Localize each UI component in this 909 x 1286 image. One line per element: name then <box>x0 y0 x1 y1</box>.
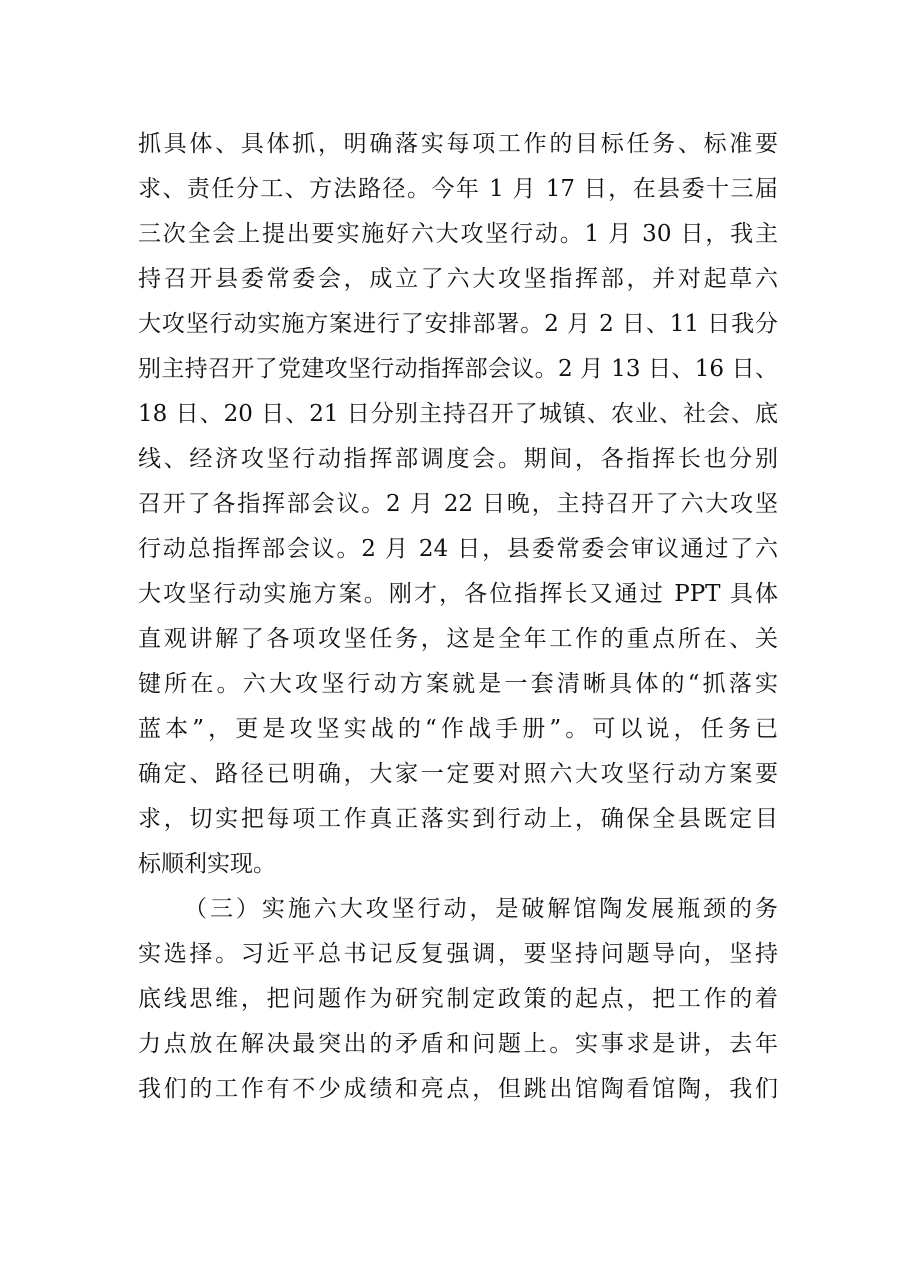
text-line: 线、经济攻坚行动指挥部调度会。期间，各指挥长也分别 <box>138 446 778 472</box>
text-line: 确定、路径已明确，大家一定要对照六大攻坚行动方案要 <box>138 761 778 787</box>
text-line: 求、责任分工、方法路径。今年 1 月 17 日，在县委十三届 <box>138 176 778 202</box>
text-line: 别主持召开了党建攻坚行动指挥部会议。2 月 13 日、16 日、 <box>138 356 778 382</box>
text-line: 标顺利实现。 <box>138 851 276 877</box>
text-line: 键所在。六大攻坚行动方案就是一套清晰具体的“抓落实 <box>138 671 778 697</box>
text-line: 行动总指挥部会议。2 月 24 日，县委常委会审议通过了六 <box>138 536 778 562</box>
text-line: 力点放在解决最突出的矛盾和问题上。实事求是讲，去年 <box>138 1031 778 1057</box>
text-line: 我们的工作有不少成绩和亮点，但跳出馆陶看馆陶，我们 <box>138 1076 778 1102</box>
text-line: 求，切实把每项工作真正落实到行动上，确保全县既定目 <box>138 806 778 832</box>
body-text <box>138 122 778 1112</box>
text-line: 大攻坚行动实施方案。刚才，各位指挥长又通过 PPT 具体 <box>138 581 778 607</box>
text-line: 18 日、20 日、21 日分别主持召开了城镇、农业、社会、底 <box>138 401 778 427</box>
text-line: 实选择。习近平总书记反复强调，要坚持问题导向，坚持 <box>138 941 778 967</box>
text-line: 持召开县委常委会，成立了六大攻坚指挥部，并对起草六 <box>138 266 778 292</box>
text-line: 抓具体、具体抓，明确落实每项工作的目标任务、标准要 <box>138 131 778 157</box>
text-line: 直观讲解了各项攻坚任务，这是全年工作的重点所在、关 <box>138 626 778 652</box>
text-line: 大攻坚行动实施方案进行了安排部署。2 月 2 日、11 日我分 <box>138 311 778 337</box>
section-heading-line: （三）实施六大攻坚行动，是破解馆陶发展瓶颈的务 <box>184 896 778 922</box>
text-line: 三次全会上提出要实施好六大攻坚行动。1 月 30 日，我主 <box>138 221 778 247</box>
text-line: 底线思维，把问题作为研究制定政策的起点，把工作的着 <box>138 986 778 1012</box>
text-line: 蓝本”，更是攻坚实战的“作战手册”。可以说，任务已 <box>138 716 778 742</box>
text-line: 召开了各指挥部会议。2 月 22 日晚，主持召开了六大攻坚 <box>138 491 778 517</box>
